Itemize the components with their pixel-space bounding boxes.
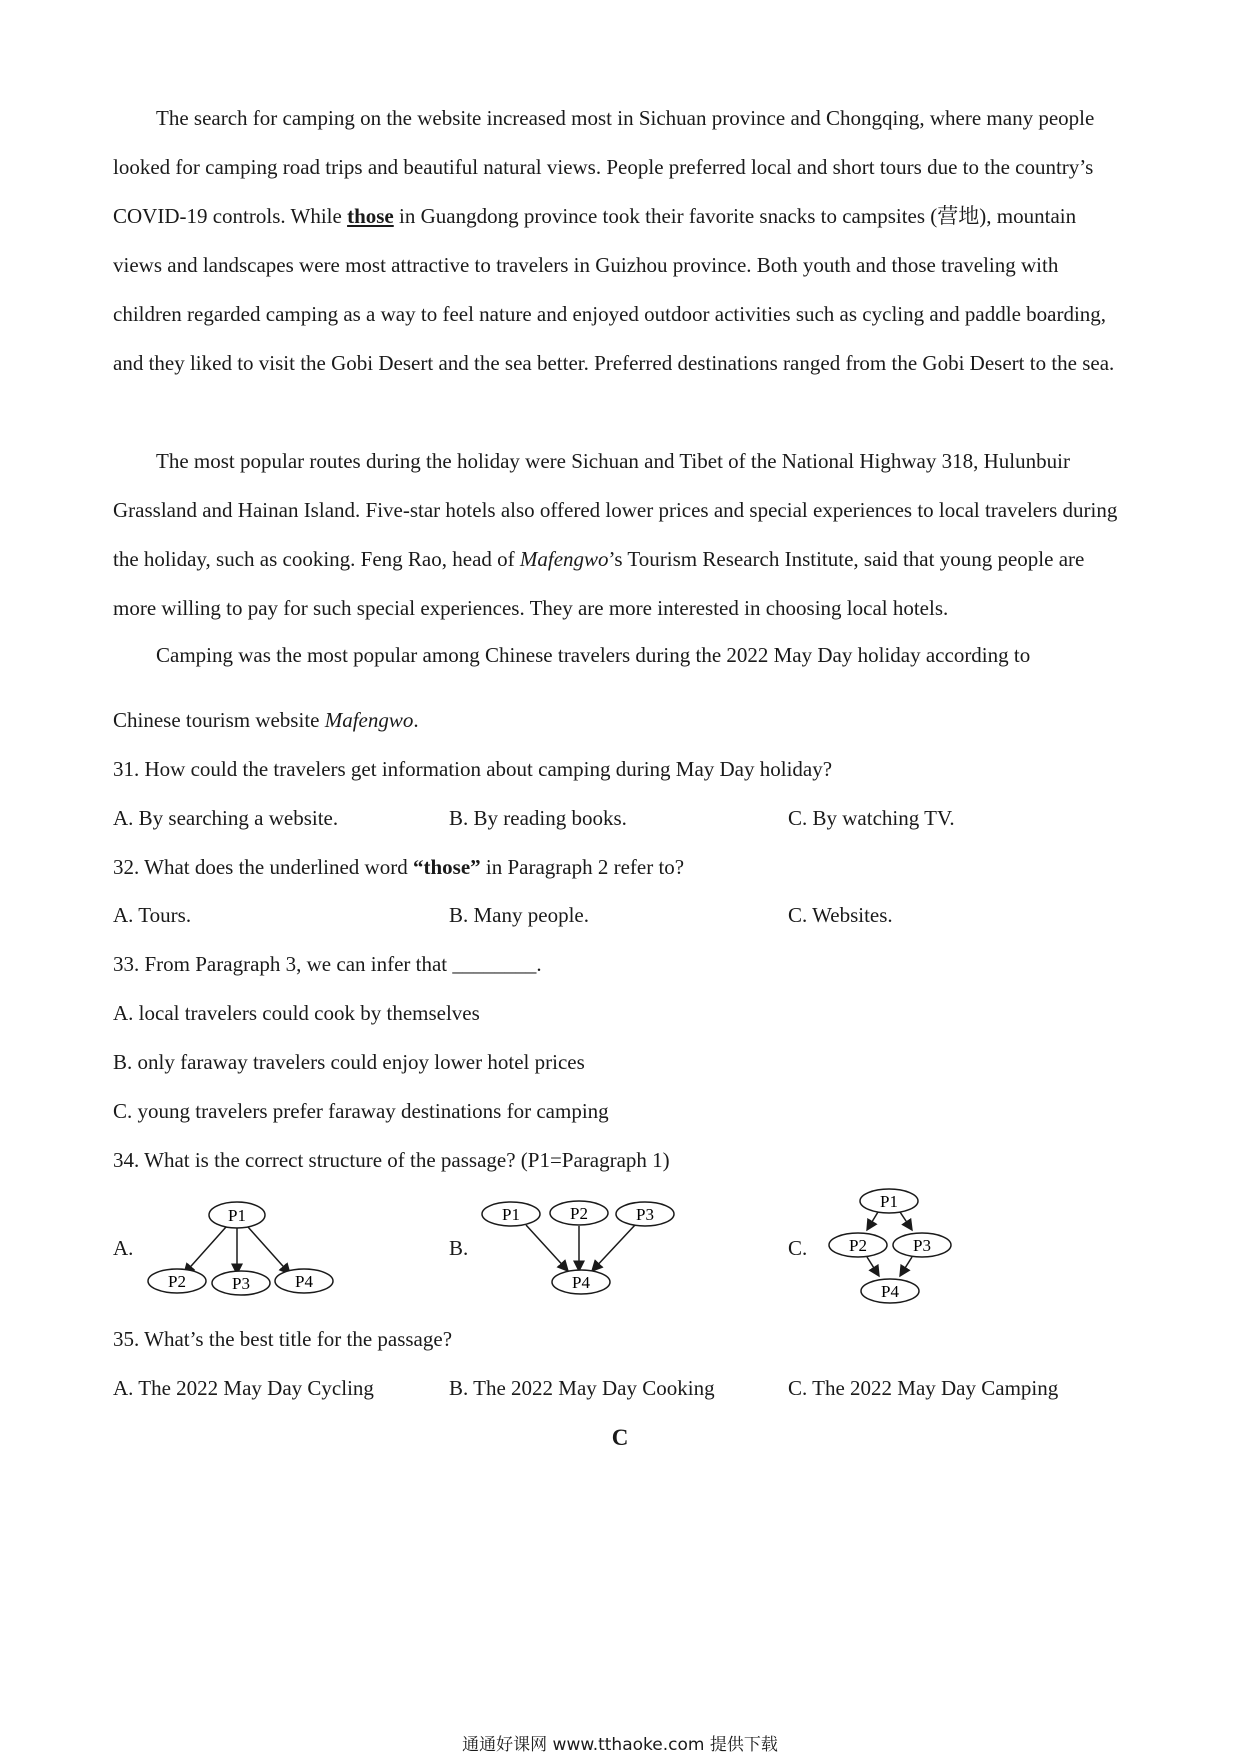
node-p2 xyxy=(148,1269,206,1293)
svg-text:P4: P4 xyxy=(881,1282,899,1301)
svg-text:P3: P3 xyxy=(636,1205,654,1224)
passage-paragraph-2 xyxy=(113,94,1128,388)
underlined-word: those xyxy=(347,204,394,228)
question-32-option-c[interactable]: C. Websites. xyxy=(788,903,893,927)
node-p1 xyxy=(482,1202,540,1226)
paragraph-text: The most popular routes during the holiday were Sichuan and Tibet of the National Highway 318, Hulunbuir Grassland and Hainan Island. Five-star hotels also offered lower prices and special experiences to local travelers during the holiday, such as cooking. Feng Rao, head of xyxy=(113,449,1118,571)
website-name: Mafengwo xyxy=(519,547,609,571)
svg-text:P4: P4 xyxy=(295,1272,313,1291)
question-35-option-b[interactable]: B. The 2022 May Day Cooking xyxy=(449,1376,715,1400)
node-p3 xyxy=(212,1271,270,1295)
quoted-word: “those” xyxy=(412,855,481,879)
node-p4 xyxy=(275,1269,333,1293)
svg-text:P1: P1 xyxy=(880,1192,898,1211)
node-p2 xyxy=(550,1201,608,1225)
svg-text:P1: P1 xyxy=(502,1205,520,1224)
paragraph-text: ’s Tourism Research Institute, said that young people are more willing to pay for such special experiences. They are more interested in choosing local hotels. xyxy=(113,547,1085,620)
passage-paragraph-4-line-1: Camping was the most popular among Chinese travelers during the 2022 May Day holiday according to xyxy=(156,643,1031,667)
question-35-stem: 35. What’s the best title for the passage? xyxy=(113,1327,453,1351)
paragraph-text: The search for camping on the website increased most in Sichuan province and Chongqing, where many people looked for camping road trips and beautiful natural views. People preferred local and short tours due to the country’s COVID-19 controls. While xyxy=(113,106,1095,228)
arrow xyxy=(900,1212,912,1230)
arrow xyxy=(248,1227,290,1274)
passage-paragraph-4-line-2 xyxy=(113,708,419,732)
node-p3 xyxy=(893,1233,951,1257)
question-33-option-c[interactable]: C. young travelers prefer faraway destinations for camping xyxy=(113,1099,609,1123)
question-32-stem xyxy=(113,855,684,879)
svg-text:P1: P1 xyxy=(228,1206,246,1225)
structure-diagram-c xyxy=(820,1184,960,1320)
structure-diagram-b xyxy=(480,1196,680,1304)
paragraph-text: Chinese tourism website xyxy=(113,708,325,732)
node-p1 xyxy=(209,1202,265,1228)
svg-text:P3: P3 xyxy=(913,1236,931,1255)
svg-text:P2: P2 xyxy=(849,1236,867,1255)
arrow xyxy=(184,1227,226,1274)
node-p1 xyxy=(860,1189,918,1213)
question-35-option-a[interactable]: A. The 2022 May Day Cycling xyxy=(113,1376,374,1400)
svg-text:P2: P2 xyxy=(570,1204,588,1223)
question-31-option-c[interactable]: C. By watching TV. xyxy=(788,806,955,830)
node-p3 xyxy=(616,1202,674,1226)
paragraph-text: . xyxy=(413,708,419,732)
arrow xyxy=(867,1257,879,1276)
passage-paragraph-3 xyxy=(113,437,1128,633)
question-33-option-a[interactable]: A. local travelers could cook by themselves xyxy=(113,1001,480,1025)
node-p4 xyxy=(861,1279,919,1303)
arrow xyxy=(526,1225,568,1271)
question-34-option-c[interactable]: C. xyxy=(788,1236,808,1260)
question-32-option-b[interactable]: B. Many people. xyxy=(449,903,589,927)
question-text: in Paragraph 2 refer to? xyxy=(480,855,685,879)
node-p4 xyxy=(552,1270,610,1294)
question-34-option-b[interactable]: B. xyxy=(449,1236,469,1260)
question-33-stem: 33. From Paragraph 3, we can infer that ________. xyxy=(113,952,542,976)
arrow xyxy=(900,1257,912,1276)
paragraph-text: in Guangdong province took their favorite snacks to campsites (营地), mountain views and landscapes were most attractive to travelers in Guizhou province. Both youth and those traveling with children regarded camping as a way to feel nature and enjoyed outdoor activities such as cycling and paddle boarding, and they liked to visit the Gobi Desert and the sea better. Preferred destinations ranged from the Gobi Desert to the sea. xyxy=(113,204,1115,375)
structure-diagram-a xyxy=(140,1196,350,1304)
arrow xyxy=(867,1212,878,1230)
node-p2 xyxy=(829,1233,887,1257)
arrow xyxy=(592,1225,635,1271)
svg-text:P4: P4 xyxy=(572,1273,590,1292)
section-heading: C xyxy=(611,1425,629,1450)
page-footer: 通通好课网 www.tthaoke.com 提供下载 xyxy=(462,1735,778,1755)
svg-text:P3: P3 xyxy=(232,1274,250,1293)
question-33-option-b[interactable]: B. only faraway travelers could enjoy lower hotel prices xyxy=(113,1050,585,1074)
svg-text:P2: P2 xyxy=(168,1272,186,1291)
question-31-option-a[interactable]: A. By searching a website. xyxy=(113,806,339,830)
question-31-stem: 31. How could the travelers get information about camping during May Day holiday? xyxy=(113,757,833,781)
question-34-stem: 34. What is the correct structure of the passage? (P1=Paragraph 1) xyxy=(113,1148,670,1172)
question-35-option-c[interactable]: C. The 2022 May Day Camping xyxy=(788,1376,1059,1400)
question-31-option-b[interactable]: B. By reading books. xyxy=(449,806,627,830)
question-text: 32. What does the underlined word xyxy=(113,855,413,879)
website-name: Mafengwo xyxy=(324,708,414,732)
question-32-option-a[interactable]: A. Tours. xyxy=(113,903,192,927)
question-34-option-a[interactable]: A. xyxy=(113,1236,134,1260)
